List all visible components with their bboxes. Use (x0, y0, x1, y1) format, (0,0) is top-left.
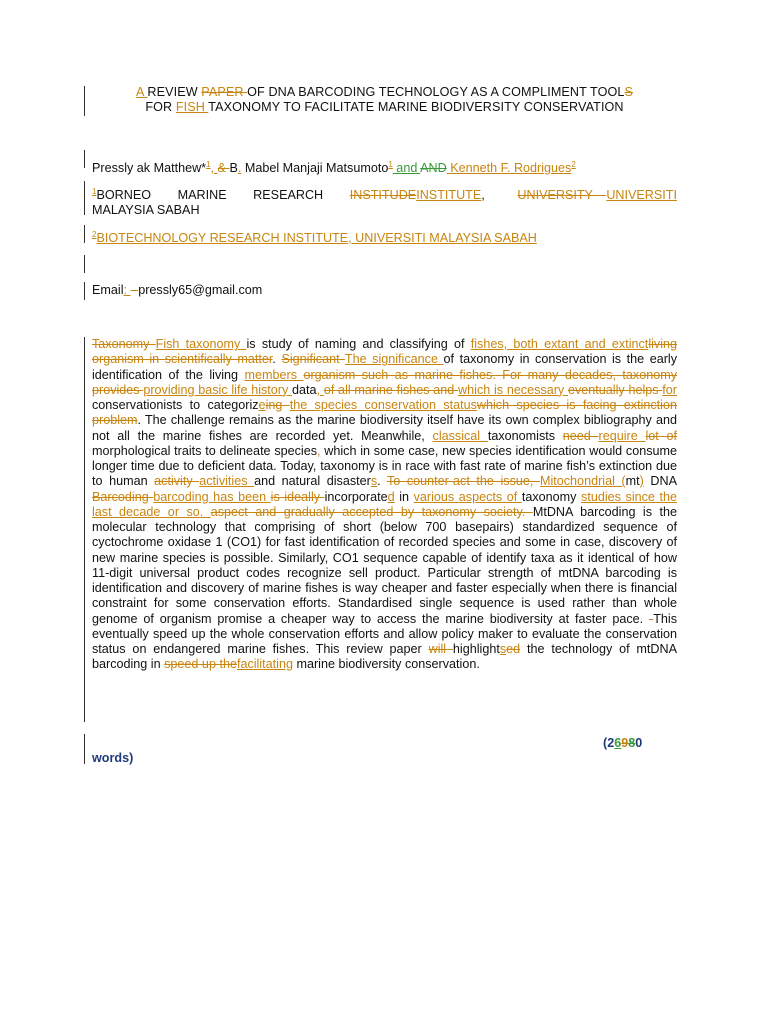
abstract-text: DNA (643, 474, 678, 489)
word-count-insertion: 6 (614, 736, 622, 750)
title-deletion: PAPER (201, 85, 248, 99)
author-name: Pressly ak Matthew* (92, 161, 207, 176)
tracked-insertion: Mitochondrial ( (539, 474, 626, 489)
abstract-text: and natural disaster (254, 474, 371, 489)
author-superscript: 1 (206, 160, 211, 169)
abstract-text: the technology of mtDNA barcoding in (92, 642, 678, 672)
author-name: Kenneth F. Rodrigues (446, 161, 572, 176)
tracked-deletion: - (649, 611, 654, 626)
title-deletion: S (624, 85, 633, 99)
author-name: Mabel Manjaji Matsumoto (241, 161, 389, 176)
abstract-text: marine biodiversity conservation. (292, 657, 480, 672)
abstract-text: morphological traits to delineate species (92, 443, 318, 458)
email-address: pressly65@gmail.com (138, 283, 263, 297)
tracked-insertion: studies since the last decade or so. (92, 489, 678, 519)
abstract-text: taxonomy (521, 489, 582, 504)
title-text: REVIEW (147, 85, 202, 99)
tracked-insertion: Fish taxonomy (155, 337, 247, 351)
affiliation-superscript: 1 (92, 187, 97, 196)
author-deletion: AND (420, 161, 447, 176)
change-bar (84, 86, 85, 116)
author-insertion: . (237, 161, 242, 176)
abstract-text: highlight (452, 642, 500, 656)
change-bar (84, 150, 85, 168)
change-bar (84, 734, 85, 764)
word-count-words: words) (92, 751, 134, 765)
abstract-text: incorporate (324, 489, 388, 504)
affiliation-insertion: BIOTECHNOLOGY RESEARCH INSTITUTE, UNIVERSITI MALAYSIA SABAH (96, 231, 537, 246)
affiliation-text: BORNEO MARINE RESEARCH (96, 188, 350, 203)
affiliation-1 (92, 184, 677, 218)
word-count-deletion: 8 (628, 736, 636, 750)
abstract-text: mt (625, 474, 640, 489)
affiliation-insertion: INSTITUTE (416, 188, 482, 203)
word-count (603, 736, 642, 750)
tracked-deletion: eventually helps (567, 382, 663, 397)
tracked-insertion: ) (639, 474, 644, 489)
change-bar (84, 181, 85, 215)
abstract-text: MtDNA barcoding is the molecular technology that comprising of short (below 700 basepairs) standardized sequence of cyctochrome oxidase 1 (CO1) for fast identification of recorded species and some in case, discovery of new marine species is possible. Similarly, CO1 sequence capable of identify taxa as it identical of how 11-digit universal product codes recognize sell product. Particular strength of mtDNA barcoding is identification and discovery of marine fishes is way cheaper and faster especially when there is financial constraint for some conservation efforts. Standardised single sequence is used rather than whole genome of organism promise a cheaper way to access the marine biodiversity at faster pace. (92, 504, 677, 626)
abstract-text: is study of naming and classifying of (246, 337, 471, 351)
tracked-insertion: s (370, 474, 378, 489)
tracked-deletion: which species is facing extinction problem (92, 398, 677, 428)
abstract-text: conservationists to categoriz (92, 398, 259, 412)
abstract-text: of taxonomy in conservation is the early identification of the living (92, 352, 677, 382)
abstract-paragraph (92, 337, 677, 673)
word-count-open: (2 (603, 736, 615, 750)
change-bar (84, 255, 85, 273)
abstract-text: . (377, 474, 387, 489)
affiliation-text: , (481, 188, 512, 203)
tracked-insertion: activities (199, 474, 255, 489)
tracked-insertion: , (317, 443, 321, 458)
tracked-insertion: barcoding has been (153, 489, 271, 504)
author-line (92, 157, 677, 176)
tracked-deletion: need (562, 428, 599, 443)
change-bar (84, 225, 85, 243)
tracked-deletion: lot of (645, 428, 678, 443)
tracked-insertion: require (598, 428, 646, 443)
change-bar (84, 282, 85, 300)
title-insertion: A (136, 85, 148, 99)
affiliation-text: MALAYSIA SABAH (92, 203, 200, 218)
tracked-insertion: for (662, 382, 677, 397)
email-deletion: - (130, 283, 139, 297)
author-insertion: , (210, 161, 218, 176)
abstract-text: . The challenge remains as the marine biodiversity itself have its own complex bibliography and not all the marine fishes are recorded yet. Meanwhile, (92, 413, 677, 443)
tracked-deletion: Significant (281, 352, 345, 367)
title-text: OF DNA BARCODING TECHNOLOGY AS A COMPLIMENT TOOL (247, 85, 625, 99)
affiliation-deletion: UNIVERSITY (517, 188, 607, 203)
email-line (92, 283, 677, 298)
abstract-text: taxonomists (487, 428, 563, 443)
tracked-insertion: various aspects of (413, 489, 522, 504)
change-bar (84, 337, 85, 722)
abstract-text: data (292, 382, 317, 397)
word-count-deletion: 9 (621, 736, 629, 750)
tracked-deletion: will (428, 642, 453, 656)
tracked-deletion: is ideally (270, 489, 325, 504)
affiliation-insertion: UNIVERSITI (606, 188, 677, 203)
tracked-deletion: To counter-act the issue, (386, 474, 540, 489)
title-text: TAXONOMY TO FACILITATE MARINE BIODIVERSITY CONSERVATION (208, 100, 624, 114)
word-count-label (92, 751, 133, 765)
tracked-insertion: e (258, 398, 266, 412)
tracked-deletion: aspect and gradually accepted by taxonomy society. (210, 504, 533, 519)
affiliation-superscript: 2 (92, 230, 97, 239)
author-name: B (229, 161, 238, 176)
tracked-deletion: ing (265, 398, 290, 412)
tracked-deletion: speed up the (164, 657, 237, 672)
tracked-deletion: Taxonomy (92, 337, 156, 351)
affiliation-deletion: INSTITUDE (349, 188, 417, 203)
tracked-deletion: living organism in scientifically matter (92, 337, 678, 367)
tracked-insertion: which is necessary (458, 382, 568, 397)
tracked-insertion: classical (432, 428, 488, 443)
author-superscript: 2 (571, 160, 576, 169)
tracked-insertion: d (387, 489, 395, 504)
author-superscript: 1 (388, 160, 393, 169)
tracked-insertion: providing basic life history (143, 382, 293, 397)
tracked-insertion: the species conservation status (289, 398, 477, 412)
affiliation-2 (92, 227, 677, 246)
title-insertion: FISH (175, 100, 209, 114)
word-count-close: 0 (635, 736, 643, 750)
title-text: FOR (145, 100, 176, 114)
abstract-text: which in some case, new species identification would consume longer time due to deficient data. Today, taxonomy is in race with fast rate of marine fish’s extinction due to human (92, 443, 677, 489)
tracked-deletion: Barcoding (92, 489, 154, 504)
tracked-insertion: facilitating (236, 657, 293, 672)
tracked-deletion: organism such as marine fishes. For many decades, taxonomy provides (92, 367, 678, 397)
email-insertion: : (123, 283, 131, 297)
tracked-insertion: , (316, 382, 324, 397)
tracked-insertion: fishes, both extant and extinct (470, 337, 649, 351)
paper-title (92, 85, 677, 115)
email-label: Email (92, 283, 124, 297)
abstract-text: This eventually speed up the whole conservation efforts and allow policy maker to evaluate the conservation status on endangered marine fishes. This review paper (92, 611, 677, 656)
abstract-text: . (272, 352, 282, 367)
tracked-deletion: activity (154, 474, 200, 489)
tracked-deletion: ed (506, 642, 521, 656)
tracked-insertion: s (499, 642, 507, 656)
abstract-text: in (394, 489, 414, 504)
author-deletion: & (217, 161, 230, 176)
author-insertion: and (392, 161, 421, 176)
tracked-deletion: of all marine fishes and (323, 382, 459, 397)
tracked-insertion: The significance (344, 352, 444, 367)
tracked-insertion: members (244, 367, 304, 382)
